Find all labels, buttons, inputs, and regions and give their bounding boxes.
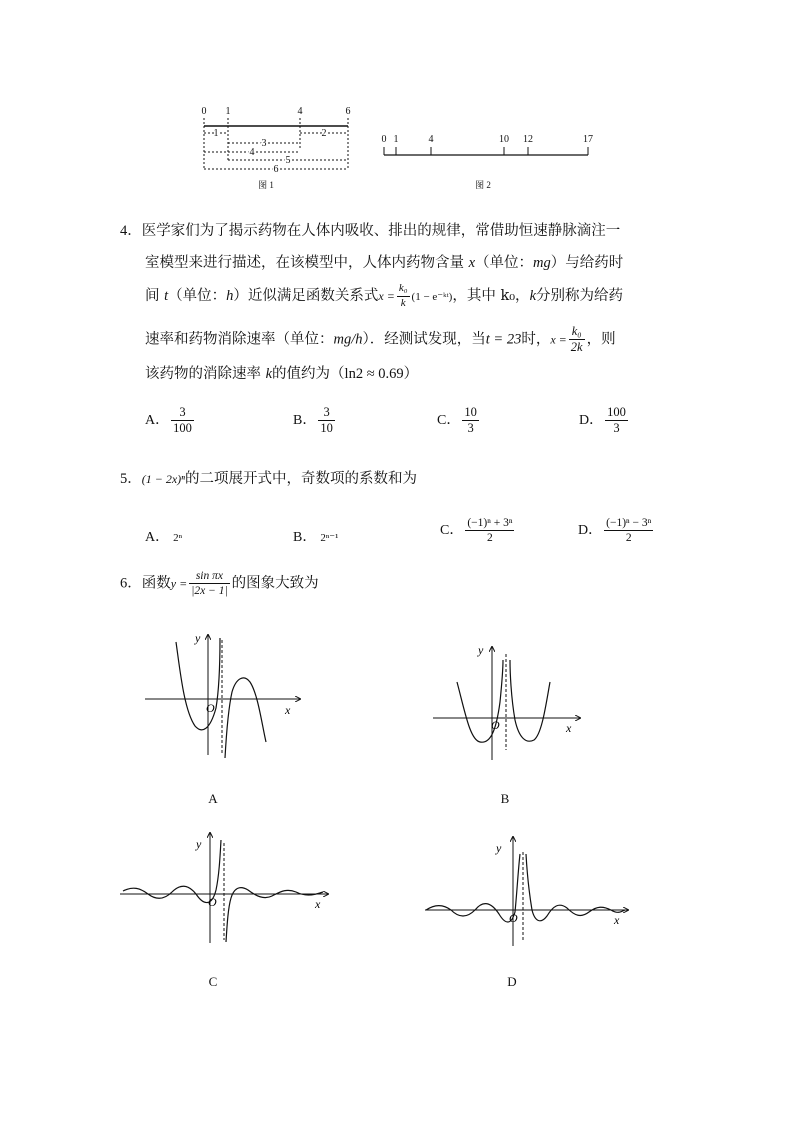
q5-number: 5． <box>120 471 142 487</box>
q5-text: 的二项展开式中，奇数项的系数和为 <box>184 471 417 487</box>
fig1-seg-label: 2 <box>321 128 327 139</box>
q5-option-c[interactable] <box>440 517 516 544</box>
q4-text-2b: （单位： <box>475 255 534 271</box>
q6-fnum: sin πx <box>189 570 229 584</box>
q4-cond-num: k₀ <box>569 325 585 340</box>
graph-c-y-label: y <box>196 837 202 851</box>
q5-option-b-expr: 2ⁿ⁻¹ <box>320 532 339 544</box>
q5-option-d-num: (−1)ⁿ − 3ⁿ <box>604 517 653 531</box>
q4-option-d-label: D． <box>579 412 604 428</box>
graph-d-curve-right <box>526 854 625 921</box>
q4-option-b[interactable] <box>293 406 337 435</box>
q4-text-3c: ）近似满足函数关系式 <box>233 288 379 305</box>
q4-option-a-den: 100 <box>173 421 192 436</box>
q6-pre: 函数 <box>141 575 171 592</box>
q4-text-2a: 室模型来进行描述，在该模型中，人体内药物含量 <box>145 255 469 271</box>
q4-text-3e: 分别称为给药 <box>536 288 623 305</box>
q4-unit-mgh: mg/h <box>333 331 363 348</box>
q4-formula-lhs: x = <box>378 289 395 304</box>
q4-cond-den: 2k <box>570 340 583 355</box>
figure-2-number-line <box>375 126 600 192</box>
graph-a-origin: O <box>206 701 215 715</box>
fig2-tick: 12 <box>523 134 533 145</box>
q4-option-a[interactable] <box>145 406 196 435</box>
q4-option-c-den: 3 <box>467 421 474 436</box>
q5-option-a-label: A． <box>145 530 170 545</box>
graph-c-x-label: x <box>315 897 321 911</box>
fig2-tick: 10 <box>499 134 509 145</box>
fig1-caption: 图 1 <box>258 180 274 190</box>
q4-text-4d: ，则 <box>586 331 616 348</box>
fig1-tick-0: 0 <box>201 106 207 117</box>
q4-line-4 <box>145 325 616 354</box>
q6-fden: |2x − 1| <box>191 585 228 598</box>
q5-option-b[interactable] <box>293 526 338 546</box>
q5-stem <box>120 472 417 487</box>
graph-a[interactable] <box>140 630 310 765</box>
fig2-caption: 图 2 <box>475 180 491 190</box>
graph-d-curve-left <box>426 854 520 922</box>
graph-c-origin: O <box>208 895 217 909</box>
fig1-tick-1: 1 <box>225 106 231 117</box>
graph-d-x-label: x <box>614 913 620 927</box>
graph-d-label: D <box>507 974 517 989</box>
q4-ln2: ln2 ≈ 0.69 <box>344 366 404 382</box>
fig1-seg-label: 1 <box>213 128 219 139</box>
fig2-tick: 4 <box>428 134 434 145</box>
q4-option-d-num: 100 <box>605 406 628 421</box>
graph-a-label: A <box>208 791 218 806</box>
q4-text-1: 医学家们为了揭示药物在人体内吸收、排出的规律，常借助恒速静脉滴注一 <box>141 223 621 239</box>
graph-a-y-label: y <box>195 631 201 645</box>
q4-text-5a: 该药物的消除速率 <box>145 366 266 382</box>
q4-line-2 <box>145 256 623 271</box>
q5-option-d-label: D． <box>578 522 603 538</box>
q4-unit-h: h <box>226 288 234 305</box>
q4-text-5b: 的值约为（ <box>272 366 345 382</box>
q6-stem <box>120 570 319 597</box>
q4-option-b-num: 3 <box>318 406 335 421</box>
q5-expr: (1 − 2x)ⁿ <box>141 472 185 486</box>
q4-text-4b: ）．经测试发现，当 <box>362 331 486 348</box>
q4-var-k-2: k <box>265 366 273 382</box>
q6-lhs: y = <box>170 576 188 591</box>
graph-d-origin: O <box>509 911 518 925</box>
fig2-tick: 17 <box>583 134 593 145</box>
q5-option-c-den: 2 <box>487 532 493 545</box>
q6-number: 6． <box>120 575 142 592</box>
q4-number: 4． <box>120 223 142 239</box>
q5-option-a[interactable] <box>145 526 182 546</box>
q4-unit-mg: mg <box>533 255 551 271</box>
graph-b-y-label: y <box>478 643 484 657</box>
q4-option-d[interactable] <box>579 406 630 435</box>
graph-d[interactable] <box>423 832 638 952</box>
graph-a-x-label: x <box>285 703 291 717</box>
q4-line-3 <box>145 283 623 309</box>
q4-line-1 <box>120 224 620 239</box>
graph-c-label: C <box>208 974 218 989</box>
q5-option-c-num: (−1)ⁿ + 3ⁿ <box>465 517 514 531</box>
q5-option-b-label: B． <box>293 530 317 545</box>
q5-option-d[interactable] <box>578 517 655 544</box>
q4-text-5c: ） <box>403 366 419 382</box>
fig2-tick: 1 <box>393 134 399 145</box>
q4-formula-num: k₀ <box>397 283 410 297</box>
fig2-tick: 0 <box>381 134 387 145</box>
q4-formula-den: k <box>400 296 406 309</box>
q4-text-4a: 速率和药物消除速率（单位： <box>145 331 334 348</box>
q4-text-3b: （单位： <box>168 288 227 305</box>
graph-a-curve-right <box>225 678 266 758</box>
graph-d-y-label: y <box>496 841 502 855</box>
q4-option-c[interactable] <box>437 406 481 435</box>
q4-option-b-label: B． <box>293 412 317 428</box>
q4-cond-lhs: x = <box>550 332 567 347</box>
fig1-tick-6: 6 <box>345 106 351 117</box>
q4-line-5 <box>145 367 418 382</box>
graph-b-origin: O <box>491 718 500 732</box>
q5-option-d-den: 2 <box>625 532 632 545</box>
graph-c-curve-left <box>123 840 221 903</box>
q6-text: 的图象大致为 <box>231 575 319 592</box>
graph-b[interactable] <box>430 642 590 767</box>
q4-t-eq: t = 23 <box>485 331 522 348</box>
q4-text-3a: 间 <box>145 288 165 305</box>
q4-option-c-num: 10 <box>462 406 479 421</box>
graph-b-curve-right <box>510 660 550 741</box>
q5-option-a-expr: 2ⁿ <box>173 532 183 544</box>
q4-option-c-label: C． <box>437 412 461 428</box>
q4-text-4c: 时， <box>521 331 551 348</box>
q5-option-c-label: C． <box>440 522 464 538</box>
fig1-seg-label: 3 <box>261 138 267 149</box>
fig1-tick-4: 4 <box>297 106 303 117</box>
q4-text-3d: ，其中 k₀， <box>452 288 530 305</box>
q4-text-2c: ）与给药时 <box>550 255 624 271</box>
q4-option-a-label: A． <box>145 412 170 428</box>
fig1-seg-label: 5 <box>285 155 291 166</box>
q4-option-d-den: 3 <box>613 421 620 436</box>
q4-var-x: x <box>468 255 476 271</box>
fig1-seg-label: 4 <box>249 147 255 158</box>
q4-var-t: t <box>164 288 169 305</box>
graph-c-curve-right <box>226 888 323 942</box>
graph-c[interactable] <box>118 828 338 948</box>
figure-1-segment-diagram <box>195 102 360 192</box>
graph-a-curve-left <box>176 638 220 730</box>
graph-b-x-label: x <box>566 721 572 735</box>
graph-b-label: B <box>500 791 510 806</box>
q4-var-k: k <box>529 288 536 305</box>
fig1-seg-label: 6 <box>273 164 279 175</box>
q4-option-b-den: 10 <box>320 421 333 436</box>
q4-option-a-num: 3 <box>171 406 194 421</box>
q4-formula-tail: (1 − e⁻ᵏᵗ) <box>411 291 453 304</box>
